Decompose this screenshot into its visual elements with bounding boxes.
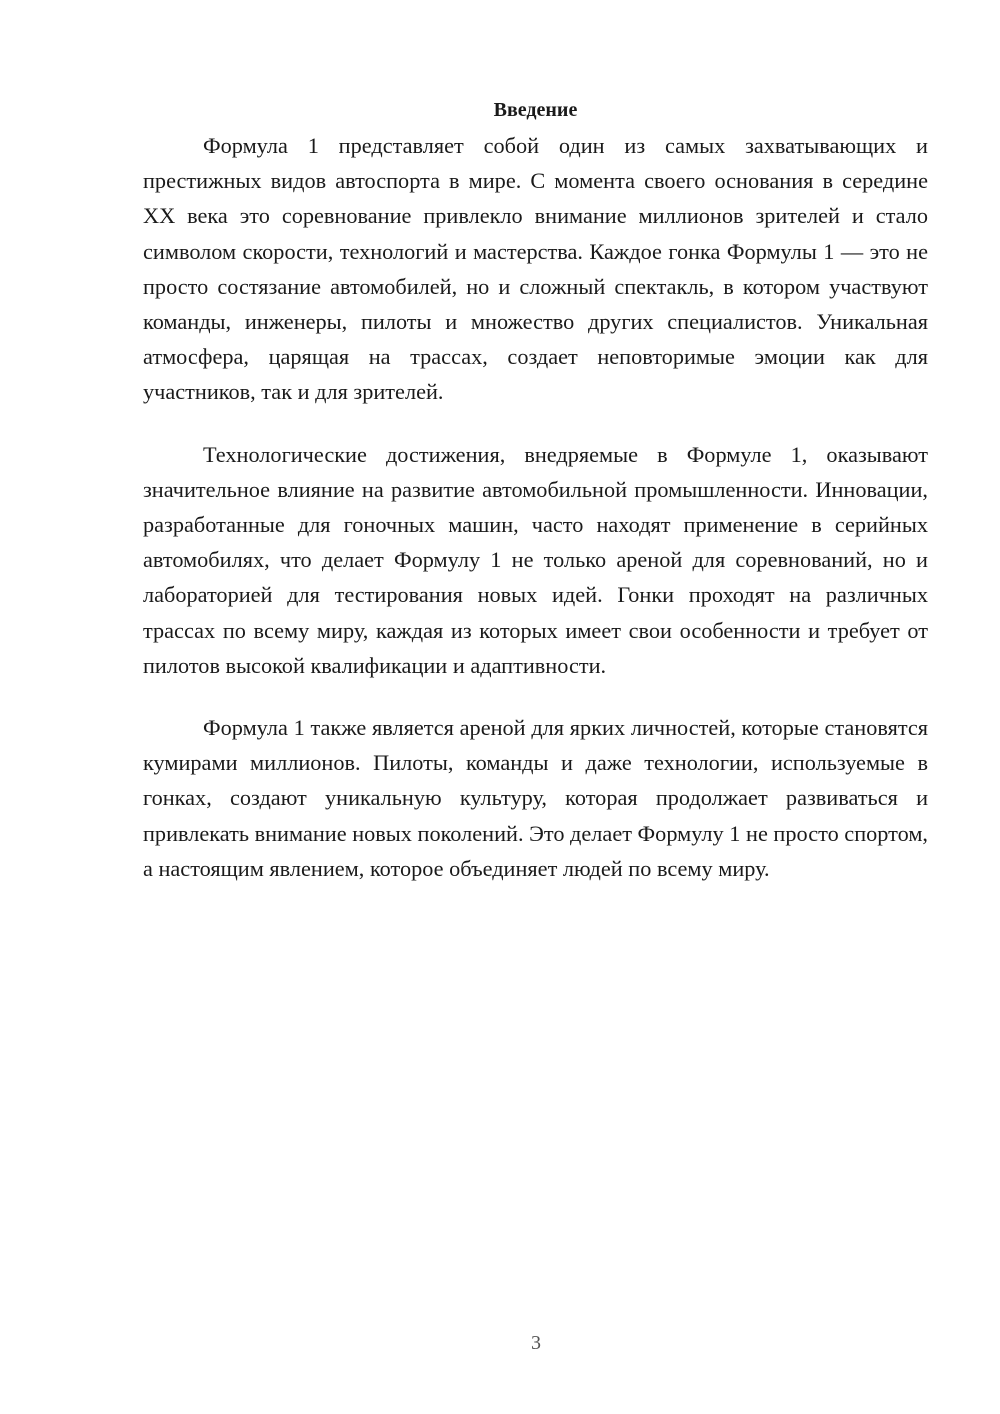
paragraph-2: Технологические достижения, внедряемые в Формуле 1, оказывают значительное влияние на развитие автомобильной промышленности. Инновации, разработанные для гоночных машин, часто находят применение в серийных автомобилях, что делает Формулу 1 не только ареной для соревнований, но и лабораторией для тестирования новых идей. Гонки проходят на различных трассах по всему миру, каждая из которых имеет свои особенности и требует от пилотов высокой квалификации и адаптивности. <box>143 441 928 678</box>
page-number: 3 <box>531 1332 541 1354</box>
page-body <box>143 95 928 913</box>
paragraph-3: Формула 1 также является ареной для ярких личностей, которые становятся кумирами миллионов. Пилоты, команды и даже технологии, используемые в гонках, создают уникальную культуру, которая продолжает развиваться и привлекать внимание новых поколений. Это делает Формулу 1 не просто спортом, а настоящим явлением, которое объединяет людей по всему миру. <box>143 715 928 881</box>
section-heading: Введение <box>493 99 578 121</box>
paragraph-1: Формула 1 представляет собой один из самых захватывающих и престижных видов автоспорта в мире. С момента своего основания в середине XX века это соревнование привлекло внимание миллионов зрителей и стало символом скорости, технологий и мастерства. Каждое гонка Формулы 1 — это не просто состязание автомобилей, но и сложный спектакль, в котором участвуют команды, инженеры, пилоты и множество других специалистов. Уникальная атмосфера, царящая на трассах, создает неповторимые эмоции как для участников, так и для зрителей. <box>143 133 928 405</box>
